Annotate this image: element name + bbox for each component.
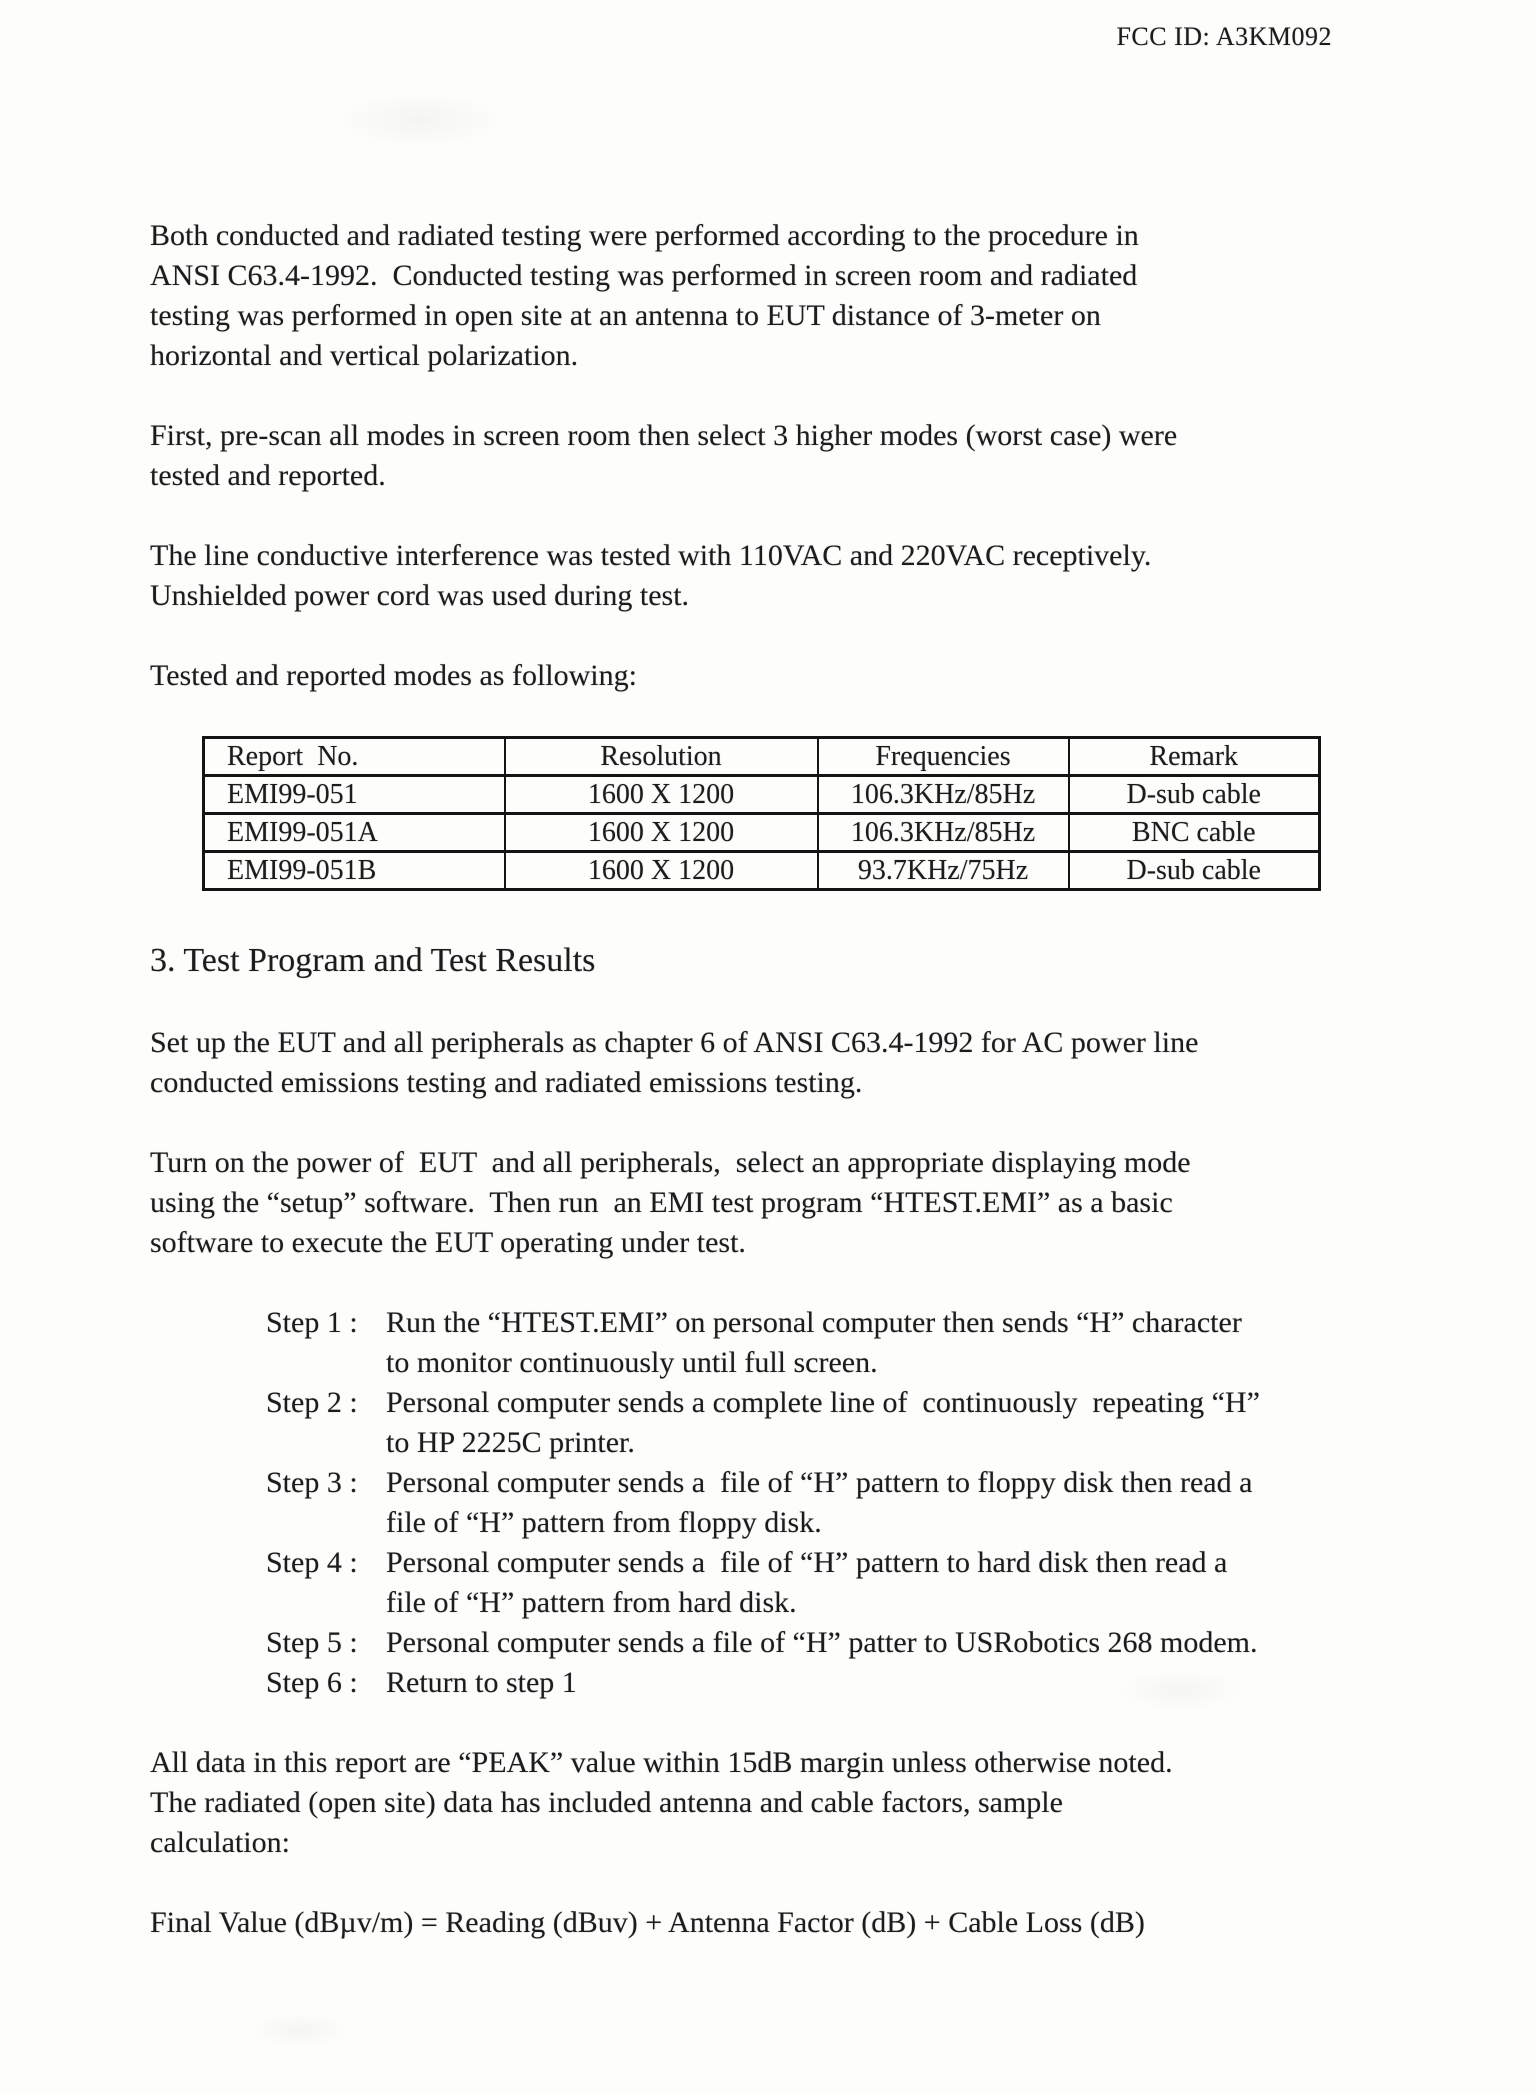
table-row	[204, 814, 1320, 852]
section-heading: 3. Test Program and Test Results	[150, 942, 596, 979]
step-line: Personal computer sends a file of “H” pattern to floppy disk then read a	[386, 1466, 1253, 1499]
step-text	[386, 1383, 1260, 1463]
table-cell: 1600 X 1200	[505, 814, 818, 852]
step-line: Return to step 1	[386, 1666, 577, 1699]
step-item	[266, 1463, 1420, 1543]
step-item	[266, 1623, 1420, 1663]
test-steps-list	[266, 1303, 1420, 1703]
modes-table	[202, 736, 1321, 891]
paragraph-setup	[150, 1023, 1420, 1103]
paragraph-line: tested and reported.	[150, 459, 386, 492]
paragraph-prescan	[150, 416, 1420, 496]
paragraph-intro	[150, 216, 1420, 376]
step-label: Step 5 :	[266, 1626, 366, 1659]
paragraph-line: testing was performed in open site at an antenna to EUT distance of 3-meter on	[150, 299, 1101, 332]
step-label: Step 4 :	[266, 1546, 366, 1579]
table-header-cell: Report No.	[204, 738, 505, 776]
table-cell: 1600 X 1200	[505, 852, 818, 890]
step-line: file of “H” pattern from floppy disk.	[386, 1506, 822, 1539]
paragraph-line: conducted emissions testing and radiated emissions testing.	[150, 1066, 863, 1099]
step-line: Personal computer sends a file of “H” patter to USRobotics 268 modem.	[386, 1626, 1258, 1659]
table-cell: 106.3KHz/85Hz	[818, 776, 1069, 814]
step-text	[386, 1663, 577, 1703]
step-line: Personal computer sends a complete line of continuously repeating “H”	[386, 1386, 1260, 1419]
paragraph-line: Tested and reported modes as following:	[150, 659, 637, 692]
step-item	[266, 1543, 1420, 1623]
step-label: Step 2 :	[266, 1386, 366, 1419]
paragraph-line: Set up the EUT and all peripherals as chapter 6 of ANSI C63.4-1992 for AC power line	[150, 1026, 1199, 1059]
table-cell: 106.3KHz/85Hz	[818, 814, 1069, 852]
step-text	[386, 1303, 1242, 1383]
table-cell: D-sub cable	[1069, 776, 1320, 814]
table-header-row	[204, 738, 1320, 776]
step-label: Step 6 :	[266, 1666, 366, 1699]
paragraph-turn-on	[150, 1143, 1420, 1263]
table-cell: EMI99-051B	[204, 852, 505, 890]
step-line: to HP 2225C printer.	[386, 1426, 635, 1459]
paragraph-line: Unshielded power cord was used during test.	[150, 579, 690, 612]
step-text	[386, 1623, 1257, 1663]
step-line: Run the “HTEST.EMI” on personal computer then sends “H” character	[386, 1306, 1242, 1339]
paragraph-conductive	[150, 536, 1420, 616]
paragraph-line: using the “setup” software. Then run an EMI test program “HTEST.EMI” as a basic	[150, 1186, 1173, 1219]
step-item	[266, 1383, 1420, 1463]
formula-line: Final Value (dBµv/m) = Reading (dBuv) + Antenna Factor (dB) + Cable Loss (dB)	[150, 1906, 1145, 1939]
paragraph-line: Both conducted and radiated testing were performed according to the procedure in	[150, 219, 1139, 252]
table-header-cell: Remark	[1069, 738, 1320, 776]
paragraph-modes-intro	[150, 656, 1420, 696]
step-item	[266, 1663, 1420, 1703]
paragraph-line: ANSI C63.4-1992. Conducted testing was performed in screen room and radiated	[150, 259, 1138, 292]
paragraph-line: horizontal and vertical polarization.	[150, 339, 579, 372]
page-content	[0, 52, 1420, 1943]
paragraph-line: All data in this report are “PEAK” value within 15dB margin unless otherwise noted.	[150, 1746, 1173, 1779]
table-cell: 1600 X 1200	[505, 776, 818, 814]
table-row	[204, 852, 1320, 890]
step-text	[386, 1463, 1252, 1543]
table-cell: BNC cable	[1069, 814, 1320, 852]
table-header-cell: Resolution	[505, 738, 818, 776]
step-label: Step 1 :	[266, 1306, 366, 1339]
step-line: Personal computer sends a file of “H” pattern to hard disk then read a	[386, 1546, 1228, 1579]
table-cell: EMI99-051A	[204, 814, 505, 852]
step-line: file of “H” pattern from hard disk.	[386, 1586, 797, 1619]
table-row	[204, 776, 1320, 814]
step-line: to monitor continuously until full screen.	[386, 1346, 878, 1379]
fcc-id-header: FCC ID: A3KM092	[1116, 22, 1332, 51]
paragraph-line: calculation:	[150, 1826, 290, 1859]
table-cell: 93.7KHz/75Hz	[818, 852, 1069, 890]
paragraph-line: software to execute the EUT operating under test.	[150, 1226, 746, 1259]
step-label: Step 3 :	[266, 1466, 366, 1499]
table-header-cell: Frequencies	[818, 738, 1069, 776]
paragraph-line: First, pre-scan all modes in screen room then select 3 higher modes (worst case) were	[150, 419, 1178, 452]
step-item	[266, 1303, 1420, 1383]
paragraph-peak-note	[150, 1743, 1420, 1863]
table-cell: EMI99-051	[204, 776, 505, 814]
step-text	[386, 1543, 1227, 1623]
paragraph-line: The line conductive interference was tested with 110VAC and 220VAC receptively.	[150, 539, 1152, 572]
paragraph-line: Turn on the power of EUT and all peripherals, select an appropriate displaying mode	[150, 1146, 1191, 1179]
table-cell: D-sub cable	[1069, 852, 1320, 890]
paragraph-line: The radiated (open site) data has included antenna and cable factors, sample	[150, 1786, 1063, 1819]
